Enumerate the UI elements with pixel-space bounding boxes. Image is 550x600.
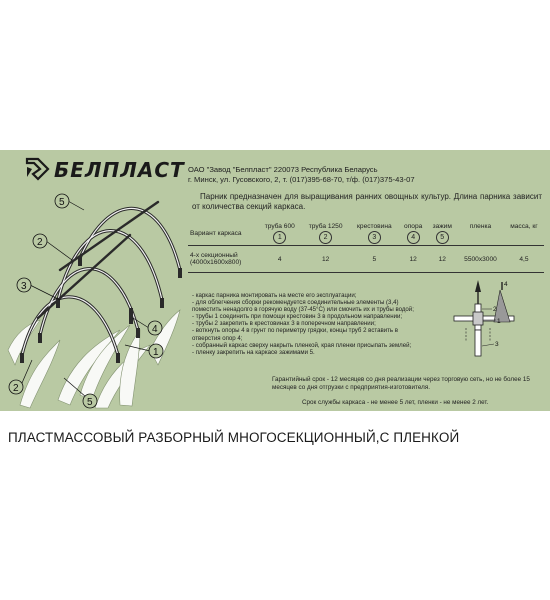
table-header: масса, кг (504, 222, 544, 246)
table-header: Вариант каркаса (188, 222, 258, 246)
instruction-item: - трубы 1 соединить при помощи крестовин 3 в продольном направлении; (192, 313, 403, 321)
detail-label-2: 2 (493, 306, 497, 313)
instruction-item: - трубы 2 закрепить в крестовинах 3 в поперечном направлении; (192, 320, 376, 328)
callout-3: 3 (21, 281, 27, 292)
product-title: ПЛАСТМАССОВЫЙ РАЗБОРНЫЙ МНОГОСЕКЦИОННЫЙ,С ПЛЕНКОЙ (8, 430, 460, 445)
specification-table (188, 222, 544, 273)
purpose-text: Парник предназначен для выращивания ранних овощных культур. Длина парника зависит от количества секций каркаса. (192, 192, 542, 211)
instruction-item: - пленку закрепить на каркасе зажимами 5. (192, 348, 315, 356)
detail-label-3: 3 (495, 341, 499, 348)
table-cell: 5500х3000 (457, 246, 504, 273)
assembly-instructions (192, 292, 420, 356)
greenhouse-illustration (0, 150, 185, 411)
company-address-line: ОАО "Завод "Белпласт" 220073 Республика Беларусь (188, 165, 378, 174)
table-cell: 12 (427, 246, 457, 273)
table-header: зажим 5 (427, 222, 457, 246)
table-header: труба 1250 2 (302, 222, 350, 246)
callout-5-top: 5 (59, 197, 65, 208)
detail-label-4: 4 (504, 281, 508, 288)
instruction-item: - воткнуть опоры 4 в грунт по периметру грядки, концы труб 2 вставить в отверстия опор 4; (192, 327, 399, 342)
company-contact-line: г. Минск, ул. Гусовского, 2, т. (017)395-68-70, т/ф. (017)375-43-07 (188, 174, 415, 184)
table-cell: 5 (350, 246, 399, 273)
logo-text: БЕЛПЛАСТ (54, 158, 185, 182)
callout-1: 1 (153, 347, 159, 358)
service-life-text: Срок службы каркаса - не менее 5 лет, пленки - не менее 2 лет. (302, 399, 489, 406)
table-header: пленка (457, 222, 504, 246)
product-sheet (0, 150, 550, 411)
table-header: крестовина 3 (350, 222, 399, 246)
table-row (188, 246, 544, 273)
table-cell-variant: 4-х секционный (4000х1600х800) (188, 246, 258, 273)
table-header: труба 600 1 (258, 222, 302, 246)
instruction-item: - собранный каркас сверху накрыть пленкой, края пленки присыпать землей; (192, 341, 412, 349)
table-header: опора 4 (399, 222, 427, 246)
guarantee-text: Гарантийный срок - 12 месяцев со дня реализации через торговую сеть, но не более 15 месяцев со дня отгрузки с предприятия-изготовителя. (272, 376, 530, 391)
table-cell: 12 (399, 246, 427, 273)
callout-2-lower: 2 (13, 383, 19, 394)
callout-5-bottom: 5 (87, 397, 93, 408)
table-cell: 12 (302, 246, 350, 273)
detail-label-1: 1 (497, 318, 501, 325)
assembly-detail-diagram (440, 278, 540, 368)
table-cell: 4,5 (504, 246, 544, 273)
company-info (188, 165, 415, 184)
callout-4: 4 (152, 324, 158, 335)
table-cell: 4 (258, 246, 302, 273)
instruction-item: - каркас парника монтировать на месте его эксплуатации; (192, 292, 357, 299)
instruction-item: - для облегчения сборки рекомендуется соединительные элементы (3,4) поместить ненадолго в горячую воду (37-45°С) или смочить их и трубы водой; (192, 299, 414, 314)
callout-2-upper: 2 (37, 237, 43, 248)
table-header-row (188, 222, 544, 246)
